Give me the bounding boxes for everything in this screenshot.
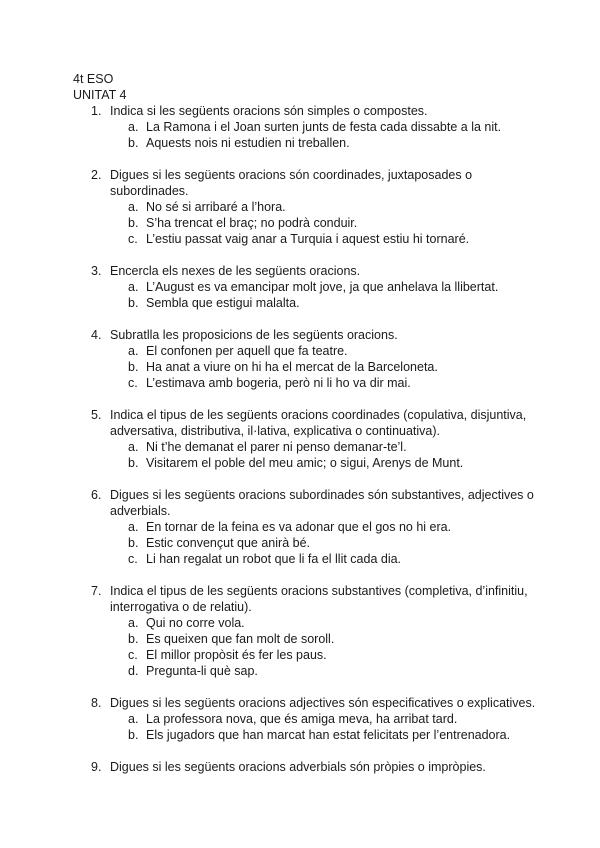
question-item <box>0 103 600 151</box>
sub-item-text: Aquests nois ni estudien ni treballen. <box>146 136 350 150</box>
sub-item-letter: a. <box>128 120 139 134</box>
sub-item-text: Li han regalat un robot que li fa el llit cada dia. <box>146 552 402 566</box>
sub-item-letter: b. <box>128 456 139 470</box>
sub-item-letter: a. <box>128 520 139 534</box>
sub-item-text: En tornar de la feina es va adonar que el gos no hi era. <box>146 520 452 534</box>
course-level: 4t ESO <box>73 72 114 86</box>
question-text: Indica el tipus de les següents oracions substantives (completiva, d’infinitiu, interrogativa o de relatiu). <box>110 584 528 614</box>
sub-item <box>0 455 600 471</box>
question-item <box>0 487 600 567</box>
question-text: Digues si les següents oracions subordinades són substantives, adjectives o adverbials. <box>110 488 534 518</box>
sub-item <box>0 663 600 679</box>
sub-item <box>0 359 600 375</box>
sub-item-letter: c. <box>128 648 138 662</box>
sub-item-letter: b. <box>128 728 139 742</box>
sub-item-letter: b. <box>128 216 139 230</box>
sub-item-letter: a. <box>128 280 139 294</box>
sub-item <box>0 551 600 567</box>
sub-item-text: Ha anat a viure on hi ha el mercat de la Barceloneta. <box>146 360 438 374</box>
sub-item-letter: b. <box>128 296 139 310</box>
question-text: Digues si les següents oracions són coordinades, juxtaposades o subordinades. <box>110 168 473 198</box>
sub-item-letter: b. <box>128 632 139 646</box>
sub-item-text: Visitarem el poble del meu amic; o sigui, Arenys de Munt. <box>146 456 464 470</box>
sub-item-list <box>0 711 600 743</box>
sub-item <box>0 199 600 215</box>
question-list <box>0 103 600 791</box>
question-text: Encercla els nexes de les següents oracions. <box>110 264 361 278</box>
sub-item <box>0 215 600 231</box>
question-number: 7. <box>91 584 102 598</box>
question-number: 4. <box>91 328 102 342</box>
sub-item <box>0 231 600 247</box>
sub-item <box>0 519 600 535</box>
sub-item-text: L’estimava amb bogeria, però ni li ho va dir mai. <box>146 376 411 390</box>
unit-title: UNITAT 4 <box>73 88 127 102</box>
question-item <box>0 407 600 471</box>
sub-item-text: La Ramona i el Joan surten junts de festa cada dissabte a la nit. <box>146 120 502 134</box>
sub-item-letter: a. <box>128 200 139 214</box>
sub-item <box>0 631 600 647</box>
sub-item <box>0 535 600 551</box>
question-number: 1. <box>91 104 102 118</box>
sub-item-letter: b. <box>128 136 139 150</box>
sub-item <box>0 711 600 727</box>
sub-item-letter: c. <box>128 232 138 246</box>
sub-item <box>0 727 600 743</box>
question-item <box>0 263 600 311</box>
sub-item-text: S’ha trencat el braç; no podrà conduir. <box>146 216 358 230</box>
question-item <box>0 695 600 743</box>
question-item <box>0 327 600 391</box>
sub-item <box>0 279 600 295</box>
sub-item-list <box>0 119 600 151</box>
sub-item-text: L’estiu passat vaig anar a Turquia i aquest estiu hi tornaré. <box>146 232 470 246</box>
sub-item <box>0 615 600 631</box>
sub-item-text: Qui no corre vola. <box>146 616 245 630</box>
sub-item-text: No sé si arribaré a l’hora. <box>146 200 286 214</box>
sub-item-text: Ni t’he demanat el parer ni penso demanar-te’l. <box>146 440 407 454</box>
question-number: 6. <box>91 488 102 502</box>
sub-item-list <box>0 439 600 471</box>
sub-item-letter: d. <box>128 664 139 678</box>
question-text: Digues si les següents oracions adjectives són especificatives o explicatives. <box>110 696 536 710</box>
sub-item-text: Pregunta-li què sap. <box>146 664 258 678</box>
sub-item <box>0 343 600 359</box>
question-text: Digues si les següents oracions adverbials són pròpies o impròpies. <box>110 760 486 774</box>
question-number: 2. <box>91 168 102 182</box>
sub-item-letter: a. <box>128 712 139 726</box>
sub-item-letter: b. <box>128 360 139 374</box>
question-text: Indica si les següents oracions són simples o compostes. <box>110 104 428 118</box>
question-item <box>0 167 600 247</box>
question-number: 5. <box>91 408 102 422</box>
sub-item-list <box>0 199 600 247</box>
sub-item-text: El millor propòsit és fer les paus. <box>146 648 327 662</box>
sub-item-text: El confonen per aquell que fa teatre. <box>146 344 348 358</box>
sub-item-letter: a. <box>128 616 139 630</box>
sub-item-letter: b. <box>128 536 139 550</box>
question-number: 8. <box>91 696 102 710</box>
sub-item-list <box>0 615 600 679</box>
sub-item <box>0 135 600 151</box>
sub-item-text: Els jugadors que han marcat han estat felicitats per l’entrenadora. <box>146 728 511 742</box>
sub-item-list <box>0 343 600 391</box>
sub-item-text: Sembla que estigui malalta. <box>146 296 300 310</box>
sub-item-text: Es queixen que fan molt de soroll. <box>146 632 335 646</box>
document-header <box>73 71 126 103</box>
question-number: 3. <box>91 264 102 278</box>
question-item <box>0 759 600 775</box>
question-number: 9. <box>91 760 102 774</box>
sub-item-letter: c. <box>128 552 138 566</box>
sub-item-text: L’August es va emancipar molt jove, ja que anhelava la llibertat. <box>146 280 499 294</box>
sub-item-letter: a. <box>128 344 139 358</box>
sub-item <box>0 647 600 663</box>
sub-item-text: La professora nova, que és amiga meva, ha arribat tard. <box>146 712 458 726</box>
sub-item <box>0 295 600 311</box>
sub-item <box>0 375 600 391</box>
question-item <box>0 583 600 679</box>
sub-item <box>0 119 600 135</box>
sub-item-letter: c. <box>128 376 138 390</box>
sub-item-letter: a. <box>128 440 139 454</box>
sub-item-list <box>0 279 600 311</box>
sub-item-list <box>0 519 600 567</box>
sub-item <box>0 439 600 455</box>
sub-item-text: Estic convençut que anirà bé. <box>146 536 310 550</box>
question-text: Indica el tipus de les següents oracions coordinades (copulativa, disjuntiva, adversativa, distributiva, il·lativa, explicativa o continuativa). <box>110 408 527 438</box>
question-text: Subratlla les proposicions de les següents oracions. <box>110 328 398 342</box>
